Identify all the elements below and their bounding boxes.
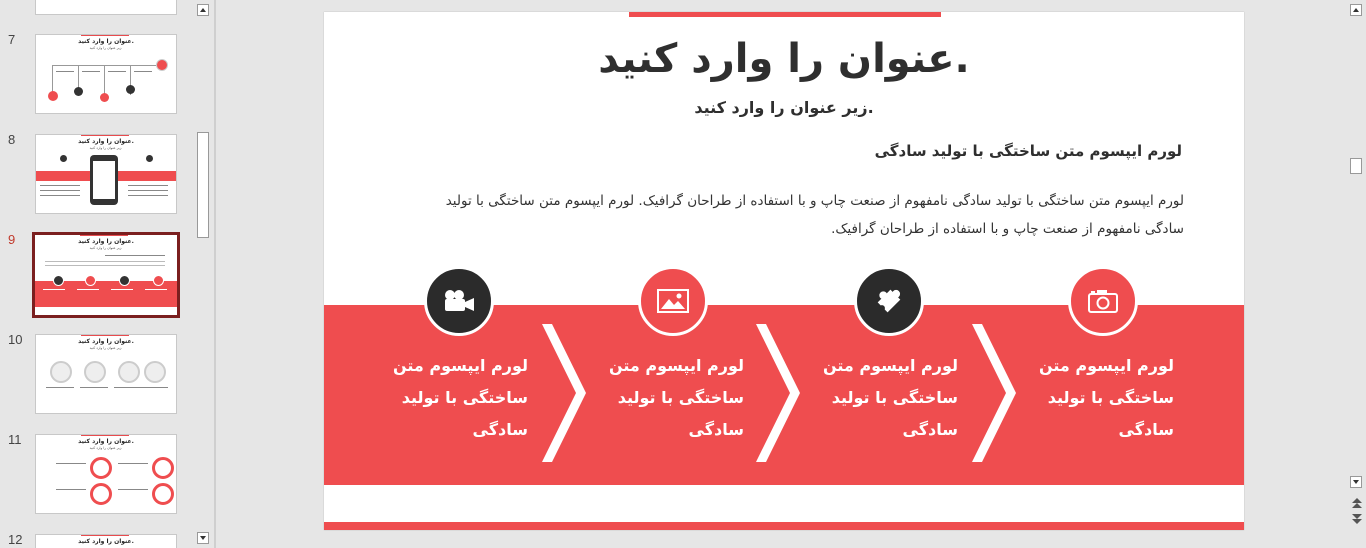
top-accent-bar [629,12,941,17]
editor-scrollbar[interactable] [1348,0,1366,548]
thumbnail-title: عنوان را وارد کنید. [78,38,134,45]
thumbnail-subtitle: زیر عنوان را وارد کنید. [89,446,123,450]
chevron-arrow-icon [756,320,806,466]
thumbnail-title: عنوان را وارد کنید. [78,138,134,145]
slide-thumbnail[interactable] [35,0,177,15]
chevron-arrow-icon [972,320,1022,466]
slide-thumbnail-pane [0,0,196,548]
scroll-thumb[interactable] [1350,158,1362,174]
slide-number: 10 [8,332,23,347]
chevron-arrow-icon [542,320,592,466]
arrow-down-icon [1353,480,1359,484]
step-text-2[interactable]: لورم ایپسوم متن ساختگی با تولید سادگی [608,356,744,439]
step-text-4[interactable]: لورم ایپسوم متن ساختگی با تولید سادگی [1038,356,1174,439]
double-up-arrow-icon [1351,497,1363,509]
thumbnail-subtitle: زیر عنوان را وارد کنید. [89,146,123,150]
thumbnail-subtitle: زیر عنوان را وارد کنید. [89,46,123,50]
slide-thumbnail-11[interactable] [35,434,177,514]
camera-icon[interactable] [1068,266,1138,336]
slide-number: 7 [8,32,16,47]
content-body[interactable]: لورم ایپسوم متن ساختگی با تولید سادگی نامفهوم از صنعت چاپ و با استفاده از طراحان گرافیک. لورم ایپسوم متن ساختگی با تولید سادگی نامفهوم از صنعت چاپ و با استفاده از طراحان گرافیک. [445,193,1184,237]
content-heading[interactable]: لورم ایپسوم متن ساختگی با تولید سادگی [874,142,1182,160]
slide-thumbnail-12[interactable] [35,534,177,548]
thumbnail-title: عنوان را وارد کنید. [78,238,134,245]
slide-title[interactable]: عنوان را وارد کنید. [598,36,970,82]
slide-subtitle[interactable]: زیر عنوان را وارد کنید. [694,98,874,117]
scroll-down-button[interactable] [197,532,209,544]
double-down-arrow-icon [1351,513,1363,525]
scroll-up-button[interactable] [1350,4,1362,16]
scroll-up-button[interactable] [197,4,209,16]
video-camera-icon[interactable] [424,266,494,336]
slide-thumbnail-10[interactable] [35,334,177,414]
image-icon[interactable] [638,266,708,336]
slide-thumbnail-9-selected[interactable] [32,232,180,318]
slide-number: 12 [8,532,23,547]
scroll-down-button[interactable] [1350,476,1362,488]
slide-canvas[interactable] [324,12,1244,530]
step-text-3[interactable]: لورم ایپسوم متن ساختگی با تولید سادگی [822,356,958,439]
thumbnail-subtitle: زیر عنوان را وارد کنید. [89,246,123,250]
thumbnail-title: عنوان را وارد کنید. [78,438,134,445]
thumbnail-title: عنوان را وارد کنید. [78,538,134,545]
thumbnail-subtitle: زیر عنوان را وارد کنید. [89,346,123,350]
scroll-thumb[interactable] [197,132,209,238]
bottom-accent-bar [324,522,1244,530]
thumbnail-title: عنوان را وارد کنید. [78,338,134,345]
arrow-up-icon [200,8,206,12]
step-text-1[interactable]: لورم ایپسوم متن ساختگی با تولید سادگی [392,356,528,439]
next-slide-button[interactable] [1351,510,1363,522]
slide-thumbnail-7[interactable] [35,34,177,114]
puzzle-icon[interactable] [854,266,924,336]
slide-thumbnail-8[interactable] [35,134,177,214]
previous-slide-button[interactable] [1351,494,1363,506]
slide-number: 9 [8,232,16,247]
arrow-down-icon [200,536,206,540]
thumbnail-scrollbar[interactable] [196,0,212,548]
slide-number: 8 [8,132,16,147]
arrow-up-icon [1353,8,1359,12]
slide-number: 11 [8,432,22,447]
